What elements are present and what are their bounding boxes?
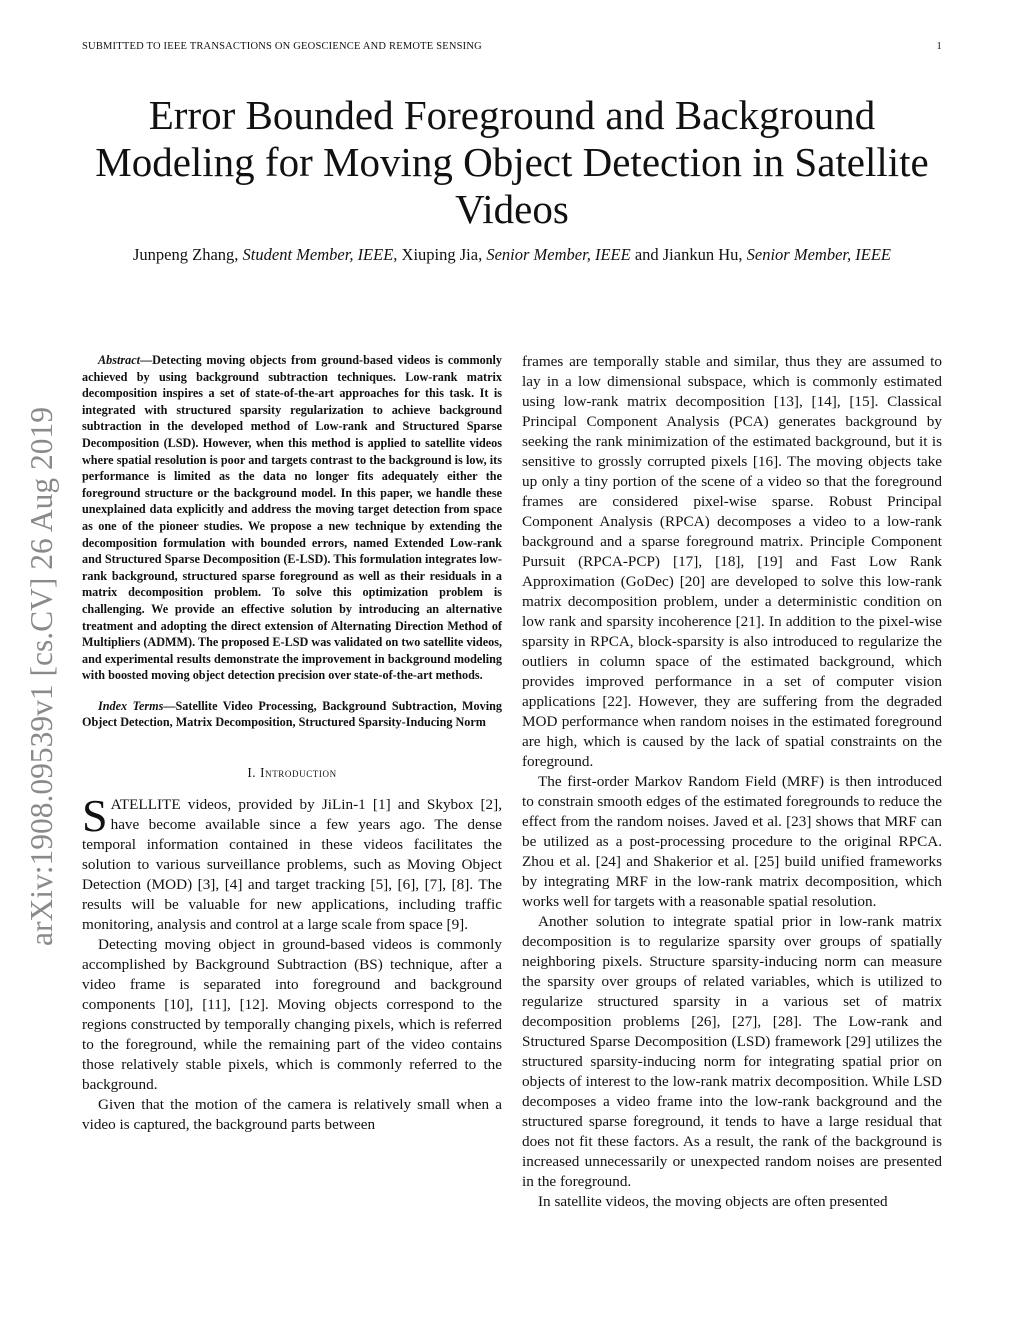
- author-affiliation: Senior Member, IEEE: [746, 245, 891, 264]
- intro-paragraph-1: [82, 790, 502, 935]
- section-heading: I. Introduction: [247, 765, 337, 781]
- author-name: and Jiankun Hu,: [634, 245, 743, 264]
- paper-title: Error Bounded Foreground and Background Modeling for Moving Object Detection in Satellite Videos: [95, 92, 929, 232]
- index-terms-label: Index Terms: [98, 698, 164, 713]
- running-head: [82, 41, 942, 52]
- right-paragraph-1: frames are temporally stable and similar, thus they are assumed to lay in a low dimensional subspace, which is commonly estimated using low-rank matrix decomposition [13], [14], [15]. Classical Principal Component Analysis (PCA) generates background by seeking the rank minimization of the estimated background, but it is sensitive to grossly corrupted pixels [16]. The moving objects take up only a tiny portion of the scene of a video so that the foreground frames are considered pixel-wise sparse. Robust Principal Component Analysis (RPCA) decomposes a video to a low-rank background and a sparse foreground matrix. Principle Component Pursuit (RPCA-PCP) [17], [18], [19] and Fast Low Rank Approximation (GoDec) [20] are developed to solve this low-rank matrix decomposition problem, under a deterministic condition on low rank and sparsity incoherence [21]. In addition to the pixel-wise sparsity in RPCA, block-sparsity is also introduced to regularize the outliers in column space of the estimated background, which provides improved performance in a set of computer vision applications [22]. However, they are suffering from the degraded MOD performance when random noises in the estimated foreground are high, which is caused by the lack of spatial constraints on the foreground.: [522, 353, 942, 770]
- drop-cap: S: [82, 790, 108, 842]
- intro-paragraph-3: Given that the motion of the camera is relatively small when a video is captured, the background parts between: [82, 1096, 502, 1134]
- index-terms: [82, 698, 502, 731]
- right-paragraph-3: Another solution to integrate spatial prior in low-rank matrix decomposition is to regularize sparsity over groups of spatially neighboring pixels. Structure sparsity-inducing norm can measure the sparsity over groups of related variables, which is utilized to regularize structured sparsity in a various set of matrix decomposition problems [26], [27], [28]. The Low-rank and Structured Sparse Decomposition (LSD) framework [29] utilizes the structured sparsity-inducing norm for integrating spatial prior on objects of interest to the low-rank matrix decomposition. While LSD decomposes a video frame into the low-rank background and the structured sparse foreground, it tends to have a large residual that does not fit these factors. As a result, the rank of the background is increased unnecessarily or unexpected random noises are presented in the foreground.: [522, 913, 942, 1190]
- right-column: [522, 352, 942, 1212]
- index-terms-text: —Satellite Video Processing, Background Subtraction, Moving Object Detection, Matrix Decomposition, Structured Sparsity-Inducing Norm: [82, 698, 502, 730]
- right-paragraph-4: In satellite videos, the moving objects are often presented: [538, 1193, 888, 1210]
- author-list: [100, 244, 924, 266]
- author-name: Junpeng Zhang,: [133, 245, 239, 264]
- arxiv-identifier: arXiv:1908.09539v1 [cs.CV] 26 Aug 2019: [24, 407, 59, 946]
- author-affiliation: Student Member, IEEE,: [242, 245, 398, 264]
- abstract: [82, 352, 502, 684]
- author-name: Xiuping Jia,: [401, 245, 483, 264]
- journal-name: SUBMITTED TO IEEE TRANSACTIONS ON GEOSCIENCE AND REMOTE SENSING: [82, 41, 482, 52]
- intro-paragraph-1-text: ATELLITE videos, provided by JiLin-1 [1] and Skybox [2], have become available since a few years ago. The dense temporal information contained in these videos facilitates the solution to various surveillance problems, such as Moving Object Detection (MOD) [3], [4] and target tracking [5], [6], [7], [8]. The results will be valuable for new applications, including traffic monitoring, analysis and control at a large scale from space [9].: [82, 796, 502, 934]
- author-affiliation: Senior Member, IEEE: [486, 245, 631, 264]
- abstract-label: Abstract: [98, 353, 140, 367]
- page-number: 1: [936, 41, 942, 52]
- left-column: [82, 352, 502, 1135]
- right-paragraph-2: The first-order Markov Random Field (MRF) is then introduced to constrain smooth edges of the estimated foregrounds to reduce the effect from the random noises. Javed et al. [23] shows that MRF can be utilized as a post-processing procedure to the original RPCA. Zhou et al. [24] and Shakerior et al. [25] build unified frameworks by integrating MRF in the low-rank matrix decomposition, which works well for targets with a reasonable spatial resolution.: [522, 773, 942, 910]
- intro-paragraph-2: Detecting moving object in ground-based videos is commonly accomplished by Background Subtraction (BS) technique, after a video frame is separated into foreground and background components [10], [11], [12]. Moving objects correspond to the regions constructed by temporally changing pixels, which is referred to the foreground, while the remaining part of the video contains those relatively stable pixels, which is commonly referred to the background.: [82, 936, 502, 1094]
- abstract-text: —Detecting moving objects from ground-based videos is commonly achieved by using background subtraction techniques. Low-rank matrix decomposition inspires a set of state-of-the-art approaches for this task. It is integrated with structured sparsity regularization to achieve background subtraction in the developed method of Low-rank and Structured Sparse Decomposition (LSD). However, when this method is applied to satellite videos where spatial resolution is poor and targets contrast to the background is low, its performance is limited as the data no longer fits adequately either the foreground structure or the background model. In this paper, we handle these unexplained data explicitly and address the moving target detection from space as one of the pioneer studies. We propose a new technique by extending the decomposition formulation with bounded errors, named Extended Low-rank and Structured Sparse Decomposition (E-LSD). This formulation integrates low-rank background, structured sparse foreground as well as their residuals in a matrix decomposition problem. To solve this optimization problem is challenging. We provide an effective solution by introducing an alternative treatment and adopting the direct extension of Alternating Direction Method of Multipliers (ADMM). The proposed E-LSD was validated on two satellite videos, and experimental results demonstrate the improvement in background modeling with boosted moving object detection precision over state-of-the-art methods.: [82, 353, 502, 683]
